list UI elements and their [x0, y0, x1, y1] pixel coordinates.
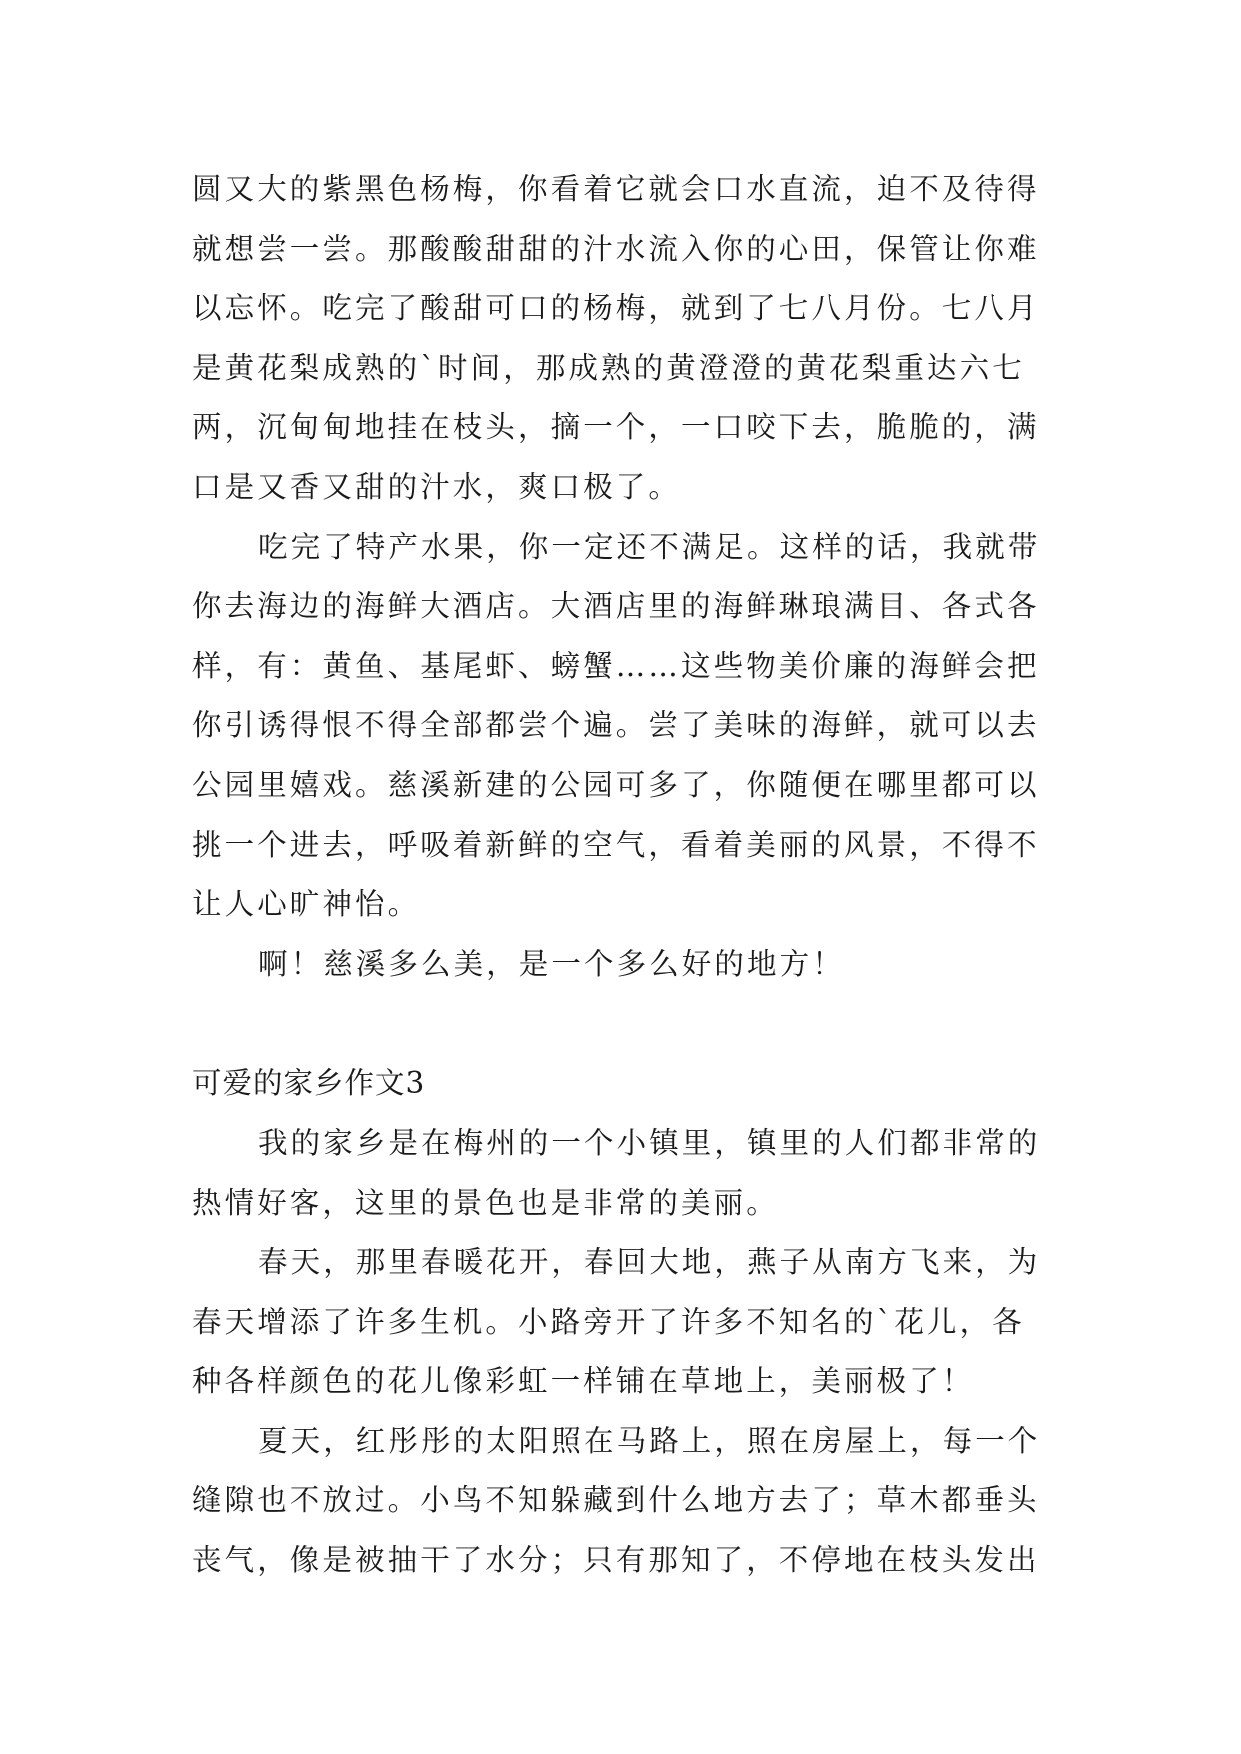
paragraph-summer — [192, 1412, 1062, 1591]
text-line: 春天增添了许多生机。小路旁开了许多不知名的`花儿，各 — [192, 1304, 1025, 1339]
text-line: 圆又大的紫黑色杨梅，你看着它就会口水直流，迫不及待得 — [192, 172, 1040, 206]
document-page — [192, 160, 1062, 1591]
paragraph-closing — [192, 935, 1062, 995]
text-line: 两，沉甸甸地挂在枝头，摘一个，一口咬下去，脆脆的，满 — [192, 410, 1040, 445]
text-line: 就想尝一尝。那酸酸甜甜的汁水流入你的心田，保管让你难 — [192, 231, 1040, 266]
text-line: 热情好客，这里的景色也是非常的美丽。 — [192, 1185, 779, 1220]
text-line: 夏天，红彤彤的太阳照在马路上，照在房屋上，每一个 — [258, 1423, 1041, 1458]
text-line: 丧气，像是被抽干了水分；只有那知了，不停地在枝头发出 — [192, 1543, 1040, 1578]
text-line: 样，有：黄鱼、基尾虾、螃蟹……这些物美价廉的海鲜会把 — [192, 648, 1040, 683]
text-line: 你引诱得恨不得全部都尝个遍。尝了美味的海鲜，就可以去 — [192, 708, 1040, 743]
paragraph-seafood — [192, 518, 1062, 935]
paragraph-spring — [192, 1233, 1062, 1412]
paragraph-continued — [192, 160, 1062, 518]
text-line: 以忘怀。吃完了酸甜可口的杨梅，就到了七八月份。七八月 — [192, 291, 1040, 326]
text-line: 让人心旷神怡。 — [192, 887, 421, 922]
text-line: 口是又香又甜的汁水，爽口极了。 — [192, 469, 682, 504]
text-line: 啊！慈溪多么美，是一个多么好的地方！ — [258, 946, 845, 981]
text-line: 挑一个进去，呼吸着新鲜的空气，看着美丽的风景，不得不 — [192, 827, 1040, 862]
essay-heading: 可爱的家乡作文3 — [192, 1066, 426, 1101]
text-line: 春天，那里春暖花开，春回大地，燕子从南方飞来，为 — [258, 1245, 1041, 1280]
text-line: 我的家乡是在梅州的一个小镇里，镇里的人们都非常的 — [258, 1125, 1041, 1160]
text-line: 种各样颜色的花儿像彩虹一样铺在草地上，美丽极了！ — [192, 1364, 975, 1399]
section-gap — [192, 994, 1062, 1054]
text-line: 缝隙也不放过。小鸟不知躲藏到什么地方去了；草木都垂头 — [192, 1483, 1040, 1518]
paragraph-intro — [192, 1114, 1062, 1233]
text-line: 公园里嬉戏。慈溪新建的公园可多了，你随便在哪里都可以 — [192, 767, 1040, 802]
text-line: 你去海边的海鲜大酒店。大酒店里的海鲜琳琅满目、各式各 — [192, 589, 1040, 624]
text-line: 是黄花梨成熟的`时间，那成熟的黄澄澄的黄花梨重达六七 — [192, 350, 1025, 385]
text-line: 吃完了特产水果，你一定还不满足。这样的话，我就带 — [258, 529, 1041, 564]
